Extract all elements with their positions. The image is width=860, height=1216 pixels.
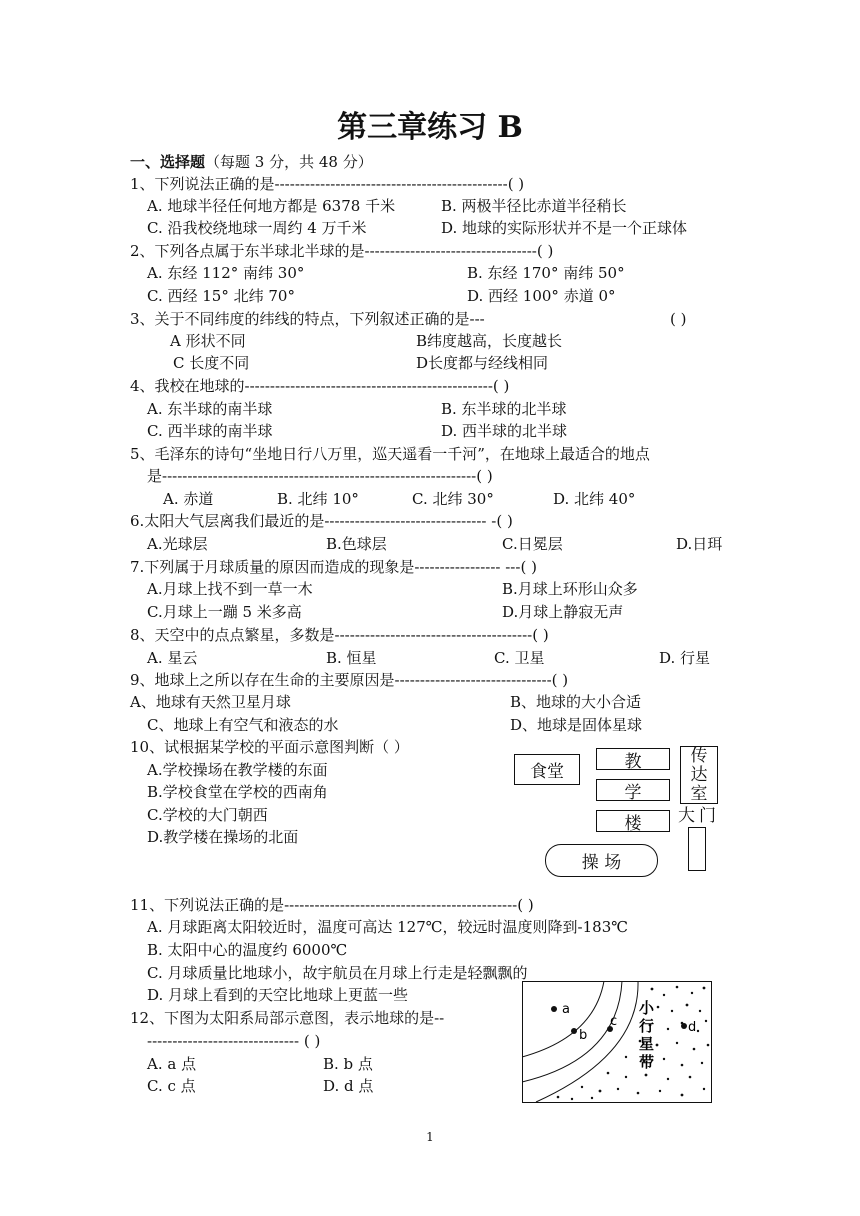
- q11-option-d: D. 月球上看到的天空比地球上更蓝一些: [147, 986, 409, 1004]
- q2-option-c: C. 西经 15° 北纬 70°: [147, 287, 295, 305]
- q6-stem: 6.太阳大气层离我们最近的是-------------------------------- -( ): [130, 512, 513, 530]
- page-number: 1: [426, 1130, 434, 1144]
- asteroid-belt-label: 小 行 星 带: [639, 999, 655, 1071]
- q3-option-b: B纬度越高，长度越长: [416, 332, 563, 350]
- label-c: c: [610, 1014, 618, 1029]
- q8-stem: 8、天空中的点点繁星，多数是---------------------------------------( ): [130, 626, 549, 644]
- q2-option-a: A. 东经 112° 南纬 30°: [147, 264, 305, 282]
- playground-box: 操 场: [545, 844, 658, 877]
- point-d: [681, 1023, 687, 1029]
- q7-stem: 7.下列属于月球质量的原因而造成的现象是----------------- ---( ): [130, 558, 537, 576]
- q10-option-c: C.学校的大门朝西: [147, 806, 268, 824]
- q8-option-b: B. 恒星: [326, 649, 377, 667]
- q12-option-d: D. d 点: [323, 1077, 374, 1095]
- label-d: d: [688, 1020, 697, 1035]
- teaching-building-box-1: 教: [596, 748, 670, 770]
- q1-stem: 1、下列说法正确的是----------------------------------------------( ): [130, 175, 525, 193]
- gate-box: [688, 827, 706, 871]
- q4-stem: 4、我校在地球的-------------------------------------------------( ): [130, 377, 510, 395]
- q12-option-a: A. a 点: [147, 1055, 197, 1073]
- label-b: b: [579, 1028, 588, 1043]
- q4-option-a: A. 东半球的南半球: [147, 400, 273, 418]
- q3-option-d: D长度都与经线相同: [416, 354, 549, 372]
- q5-option-b: B. 北纬 10°: [277, 490, 359, 508]
- q12-option-b: B. b 点: [323, 1055, 373, 1073]
- q12-stem-continued: ------------------------------ ( ): [147, 1032, 321, 1050]
- teaching-building-box-2: 学: [596, 779, 670, 801]
- q11-option-a: A. 月球距离太阳较近时，温度可高达 127℃，较远时温度则降到-183℃: [147, 918, 629, 936]
- q11-option-c: C. 月球质量比地球小，故宇航员在月球上行走是轻飘飘的: [147, 964, 528, 982]
- section-heading-label: 一、选择题: [130, 153, 206, 171]
- q10-option-a: A.学校操场在教学楼的东面: [147, 761, 328, 779]
- q3-option-a: A 形状不同: [170, 332, 246, 350]
- teaching-building-box-3: 楼: [596, 810, 670, 832]
- reception-room-box: 传达室: [680, 746, 718, 804]
- q5-option-c: C. 北纬 30°: [412, 490, 494, 508]
- point-a: [551, 1006, 557, 1012]
- q8-option-d: D. 行星: [659, 649, 711, 667]
- q7-option-a: A.月球上找不到一草一木: [147, 580, 313, 598]
- q9-option-d: D、地球是固体星球: [510, 716, 643, 734]
- page-title: 第三章练习 B: [337, 110, 523, 145]
- q10-stem: 10、试根据某学校的平面示意图判断（ ）: [130, 738, 409, 756]
- q3-option-c: C 长度不同: [173, 354, 250, 372]
- q7-option-b: B.月球上环形山众多: [502, 580, 638, 598]
- q8-option-c: C. 卫星: [494, 649, 545, 667]
- q1-option-c: C. 沿我校绕地球一周约 4 万千米: [147, 219, 367, 237]
- q5-stem-continued: 是--------------------------------------------------------------( ): [147, 467, 493, 485]
- section-score-note: （每题 3 分，共 48 分）: [205, 153, 373, 171]
- section-heading: [130, 152, 373, 172]
- q6-option-b: B.色球层: [326, 535, 387, 553]
- q4-option-d: D. 西半球的北半球: [441, 422, 568, 440]
- q12-option-c: C. c 点: [147, 1077, 196, 1095]
- q11-stem: 11、下列说法正确的是----------------------------------------------( ): [130, 896, 534, 914]
- q9-option-a: A、地球有天然卫星月球: [130, 693, 291, 711]
- q10-option-b: B.学校食堂在学校的西南角: [147, 783, 328, 801]
- q5-option-d: D. 北纬 40°: [553, 490, 636, 508]
- q2-option-b: B. 东经 170° 南纬 50°: [467, 264, 625, 282]
- q7-option-c: C.月球上一蹦 5 米多高: [147, 603, 302, 621]
- q2-option-d: D. 西经 100° 赤道 0°: [467, 287, 616, 305]
- canteen-box: 食堂: [514, 754, 580, 785]
- q9-option-c: C、地球上有空气和液态的水: [147, 716, 339, 734]
- q8-option-a: A. 星云: [147, 649, 198, 667]
- q9-option-b: B、地球的大小合适: [510, 693, 642, 711]
- q1-option-a: A. 地球半径任何地方都是 6378 千米: [147, 197, 396, 215]
- q7-option-d: D.月球上静寂无声: [502, 603, 624, 621]
- q6-option-d: D.日珥: [676, 535, 723, 553]
- q6-option-a: A.光球层: [147, 535, 208, 553]
- gate-label: 大门: [678, 806, 720, 826]
- q5-stem: 5、毛泽东的诗句“坐地日行八万里，巡天遥看一千河”，在地球上最适合的地点: [130, 445, 650, 463]
- q3-stem: 3、关于不同纬度的纬线的特点，下列叙述正确的是---: [130, 310, 485, 328]
- q6-option-c: C.日冕层: [502, 535, 563, 553]
- label-a: a: [562, 1002, 570, 1017]
- q4-option-b: B. 东半球的北半球: [441, 400, 567, 418]
- q3-answer-paren: ( ): [670, 310, 687, 328]
- q12-stem: 12、下图为太阳系局部示意图，表示地球的是--: [130, 1009, 445, 1027]
- solar-system-diagram: [522, 981, 712, 1103]
- q10-option-d: D.教学楼在操场的北面: [147, 828, 299, 846]
- q2-stem: 2、下列各点属于东半球北半球的是----------------------------------( ): [130, 242, 554, 260]
- q9-stem: 9、地球上之所以存在生命的主要原因是-------------------------------( ): [130, 671, 569, 689]
- q1-option-b: B. 两极半径比赤道半径稍长: [441, 197, 627, 215]
- q4-option-c: C. 西半球的南半球: [147, 422, 273, 440]
- q1-option-d: D. 地球的实际形状并不是一个正球体: [441, 219, 688, 237]
- point-b: [571, 1028, 577, 1034]
- q5-option-a: A. 赤道: [163, 490, 214, 508]
- q11-option-b: B. 太阳中心的温度约 6000℃: [147, 941, 348, 959]
